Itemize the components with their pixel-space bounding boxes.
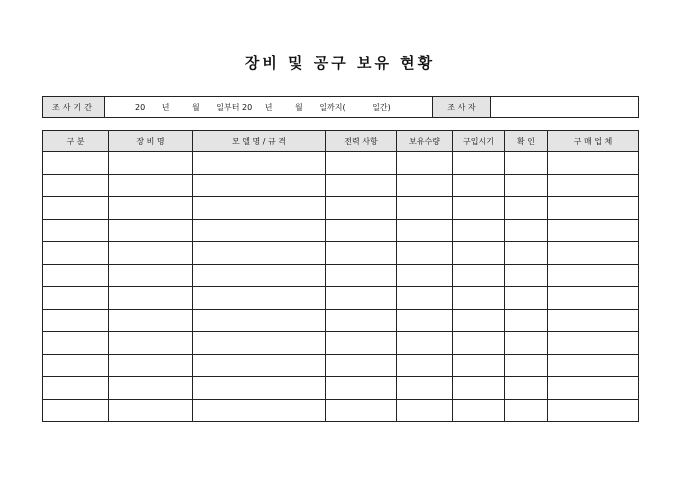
header-power: 전력 사항 xyxy=(326,131,397,152)
table-cell[interactable] xyxy=(109,152,193,175)
table-cell[interactable] xyxy=(109,332,193,355)
table-cell[interactable] xyxy=(505,332,548,355)
table-cell[interactable] xyxy=(505,354,548,377)
table-row xyxy=(43,242,639,265)
header-equipment-name: 장 비 명 xyxy=(109,131,193,152)
table-cell[interactable] xyxy=(326,219,397,242)
table-cell[interactable] xyxy=(397,287,453,310)
table-cell[interactable] xyxy=(453,399,505,422)
period-days: 일간) xyxy=(372,102,391,112)
table-cell[interactable] xyxy=(505,287,548,310)
table-cell[interactable] xyxy=(109,377,193,400)
table-cell[interactable] xyxy=(548,287,639,310)
table-cell[interactable] xyxy=(43,332,109,355)
table-cell[interactable] xyxy=(43,152,109,175)
period-year-prefix: 20 xyxy=(135,102,146,112)
table-body xyxy=(43,152,639,422)
table-cell[interactable] xyxy=(109,354,193,377)
table-cell[interactable] xyxy=(193,377,326,400)
table-cell[interactable] xyxy=(193,152,326,175)
table-cell[interactable] xyxy=(397,309,453,332)
table-cell[interactable] xyxy=(548,174,639,197)
table-cell[interactable] xyxy=(109,174,193,197)
table-cell[interactable] xyxy=(505,264,548,287)
table-cell[interactable] xyxy=(505,152,548,175)
table-cell[interactable] xyxy=(43,197,109,220)
table-cell[interactable] xyxy=(193,242,326,265)
table-cell[interactable] xyxy=(548,197,639,220)
header-vendor: 구 매 업 체 xyxy=(548,131,639,152)
header-confirm: 확 인 xyxy=(505,131,548,152)
table-cell[interactable] xyxy=(505,399,548,422)
table-cell[interactable] xyxy=(43,354,109,377)
table-row xyxy=(43,287,639,310)
table-cell[interactable] xyxy=(43,287,109,310)
table-row xyxy=(43,332,639,355)
header-model-spec: 모 델 명 / 규 격 xyxy=(193,131,326,152)
period-from-day: 일부터 20 xyxy=(216,102,253,112)
table-cell[interactable] xyxy=(109,287,193,310)
table-row xyxy=(43,174,639,197)
table-cell[interactable] xyxy=(505,219,548,242)
table-cell[interactable] xyxy=(109,197,193,220)
table-cell[interactable] xyxy=(109,309,193,332)
table-cell[interactable] xyxy=(193,264,326,287)
table-cell[interactable] xyxy=(548,399,639,422)
table-cell[interactable] xyxy=(326,152,397,175)
equipment-table xyxy=(42,130,639,422)
table-cell[interactable] xyxy=(505,174,548,197)
header-row xyxy=(43,131,639,152)
table-cell[interactable] xyxy=(193,174,326,197)
period-year-label: 년 xyxy=(161,102,170,112)
surveyor-field[interactable] xyxy=(491,97,639,118)
table-cell[interactable] xyxy=(326,264,397,287)
table-cell[interactable] xyxy=(326,399,397,422)
table-cell[interactable] xyxy=(43,377,109,400)
table-cell[interactable] xyxy=(505,197,548,220)
table-cell[interactable] xyxy=(548,152,639,175)
table-cell[interactable] xyxy=(548,377,639,400)
table-cell[interactable] xyxy=(453,332,505,355)
table-cell[interactable] xyxy=(109,242,193,265)
header-category: 구 분 xyxy=(43,131,109,152)
table-cell[interactable] xyxy=(505,242,548,265)
table-cell[interactable] xyxy=(326,354,397,377)
table-cell[interactable] xyxy=(326,332,397,355)
table-cell[interactable] xyxy=(453,309,505,332)
table-cell[interactable] xyxy=(193,354,326,377)
table-cell[interactable] xyxy=(397,242,453,265)
table-cell[interactable] xyxy=(548,309,639,332)
table-cell[interactable] xyxy=(548,332,639,355)
table-cell[interactable] xyxy=(193,309,326,332)
table-cell[interactable] xyxy=(453,197,505,220)
table-row xyxy=(43,399,639,422)
table-cell[interactable] xyxy=(43,309,109,332)
table-cell[interactable] xyxy=(326,377,397,400)
table-cell[interactable] xyxy=(397,197,453,220)
survey-period-value[interactable] xyxy=(105,97,433,118)
table-cell[interactable] xyxy=(548,242,639,265)
table-cell[interactable] xyxy=(453,174,505,197)
table-cell[interactable] xyxy=(397,264,453,287)
table-cell[interactable] xyxy=(453,354,505,377)
table-row xyxy=(43,377,639,400)
table-cell[interactable] xyxy=(43,264,109,287)
survey-info-table xyxy=(42,96,639,118)
table-cell[interactable] xyxy=(453,264,505,287)
table-cell[interactable] xyxy=(453,152,505,175)
table-cell[interactable] xyxy=(505,377,548,400)
period-to-year-label: 년 xyxy=(264,102,273,112)
table-cell[interactable] xyxy=(109,399,193,422)
table-cell[interactable] xyxy=(193,332,326,355)
table-cell[interactable] xyxy=(193,197,326,220)
table-cell[interactable] xyxy=(326,174,397,197)
table-cell[interactable] xyxy=(43,399,109,422)
table-cell[interactable] xyxy=(326,287,397,310)
table-cell[interactable] xyxy=(548,354,639,377)
survey-period-label: 조사기간 xyxy=(43,97,105,118)
period-to-day: 일까지( xyxy=(319,102,346,112)
document-title: 장비 및 공구 보유 현황 xyxy=(244,54,436,72)
table-cell[interactable] xyxy=(193,287,326,310)
table-cell[interactable] xyxy=(453,377,505,400)
header-quantity: 보유수량 xyxy=(397,131,453,152)
table-cell[interactable] xyxy=(109,219,193,242)
table-cell[interactable] xyxy=(326,197,397,220)
table-row xyxy=(43,219,639,242)
table-cell[interactable] xyxy=(397,332,453,355)
table-cell[interactable] xyxy=(43,219,109,242)
header-purchase-date: 구입시기 xyxy=(453,131,505,152)
table-cell[interactable] xyxy=(326,309,397,332)
table-cell[interactable] xyxy=(505,309,548,332)
table-row xyxy=(43,309,639,332)
table-cell[interactable] xyxy=(548,264,639,287)
table-cell[interactable] xyxy=(397,174,453,197)
table-cell[interactable] xyxy=(548,219,639,242)
table-cell[interactable] xyxy=(193,219,326,242)
table-cell[interactable] xyxy=(43,242,109,265)
surveyor-label: 조 사 자 xyxy=(433,97,491,118)
table-cell[interactable] xyxy=(397,399,453,422)
table-cell[interactable] xyxy=(453,219,505,242)
period-month-label: 월 xyxy=(192,102,200,112)
table-cell[interactable] xyxy=(109,264,193,287)
table-cell[interactable] xyxy=(326,242,397,265)
table-row xyxy=(43,152,639,175)
table-cell[interactable] xyxy=(453,242,505,265)
table-row xyxy=(43,354,639,377)
table-cell[interactable] xyxy=(453,287,505,310)
table-cell[interactable] xyxy=(397,354,453,377)
period-to-month-label: 월 xyxy=(295,102,303,112)
table-cell[interactable] xyxy=(397,152,453,175)
table-cell[interactable] xyxy=(397,219,453,242)
table-cell[interactable] xyxy=(397,377,453,400)
table-cell[interactable] xyxy=(193,399,326,422)
table-row xyxy=(43,197,639,220)
table-cell[interactable] xyxy=(43,174,109,197)
table-row xyxy=(43,264,639,287)
